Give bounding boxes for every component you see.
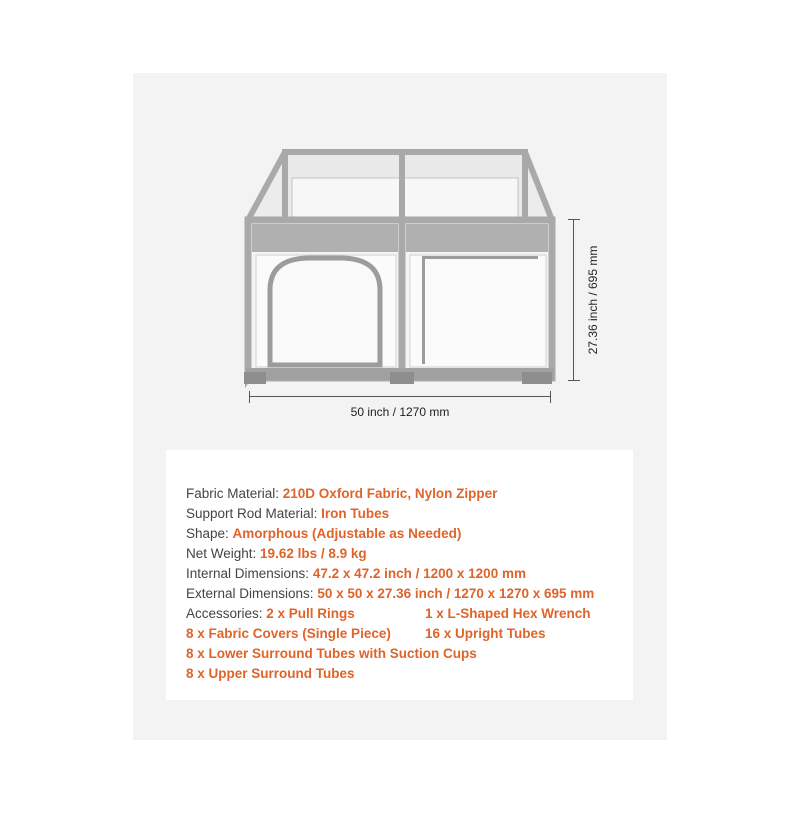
spec-value: 50 x 50 x 27.36 inch / 1270 x 1270 x 695 mm (317, 586, 595, 601)
spec-list (166, 450, 633, 700)
accessory-item: 2 x Pull Rings (266, 606, 355, 621)
spec-internal (186, 565, 526, 583)
spec-fabric (186, 485, 497, 503)
spec-label: Shape: (186, 526, 233, 541)
spec-external (186, 585, 594, 603)
accessory-item-text: 8 x Fabric Covers (Single Piece) (186, 626, 391, 641)
spec-value: 47.2 x 47.2 inch / 1200 x 1200 mm (312, 566, 526, 581)
accessory-item-text: 8 x Lower Surround Tubes with Suction Cups (186, 646, 477, 661)
accessory-item (425, 605, 591, 623)
spec-accessories (186, 605, 355, 623)
accessory-item (186, 665, 355, 683)
spec-value: 210D Oxford Fabric, Nylon Zipper (282, 486, 498, 501)
spec-label: Fabric Material: (186, 486, 283, 501)
spec-value: Amorphous (Adjustable as Needed) (232, 526, 462, 541)
spec-label: External Dimensions: (186, 586, 318, 601)
height-dimension-line (568, 219, 580, 381)
spec-weight (186, 545, 367, 563)
accessory-item-text: 1 x L-Shaped Hex Wrench (425, 606, 591, 621)
spec-value: Iron Tubes (321, 506, 390, 521)
spec-shape (186, 525, 461, 543)
width-dimension-label: 50 inch / 1270 mm (350, 405, 450, 419)
accessory-item-text: 8 x Upper Surround Tubes (186, 666, 355, 681)
spec-rod (186, 505, 389, 523)
accessory-item-text: 16 x Upright Tubes (425, 626, 546, 641)
spec-label: Net Weight: (186, 546, 261, 561)
spec-label: Support Rod Material: (186, 506, 322, 521)
height-dimension-label: 27.36 inch / 695 mm (586, 245, 600, 355)
accessory-item (186, 625, 391, 643)
spec-value: 19.62 lbs / 8.9 kg (260, 546, 367, 561)
accessory-item (186, 645, 477, 663)
width-dimension-line (249, 391, 551, 403)
accessory-item (425, 625, 546, 643)
playpen-illustration (230, 140, 570, 390)
spec-label: Internal Dimensions: (186, 566, 313, 581)
spec-label: Accessories: (186, 606, 267, 621)
